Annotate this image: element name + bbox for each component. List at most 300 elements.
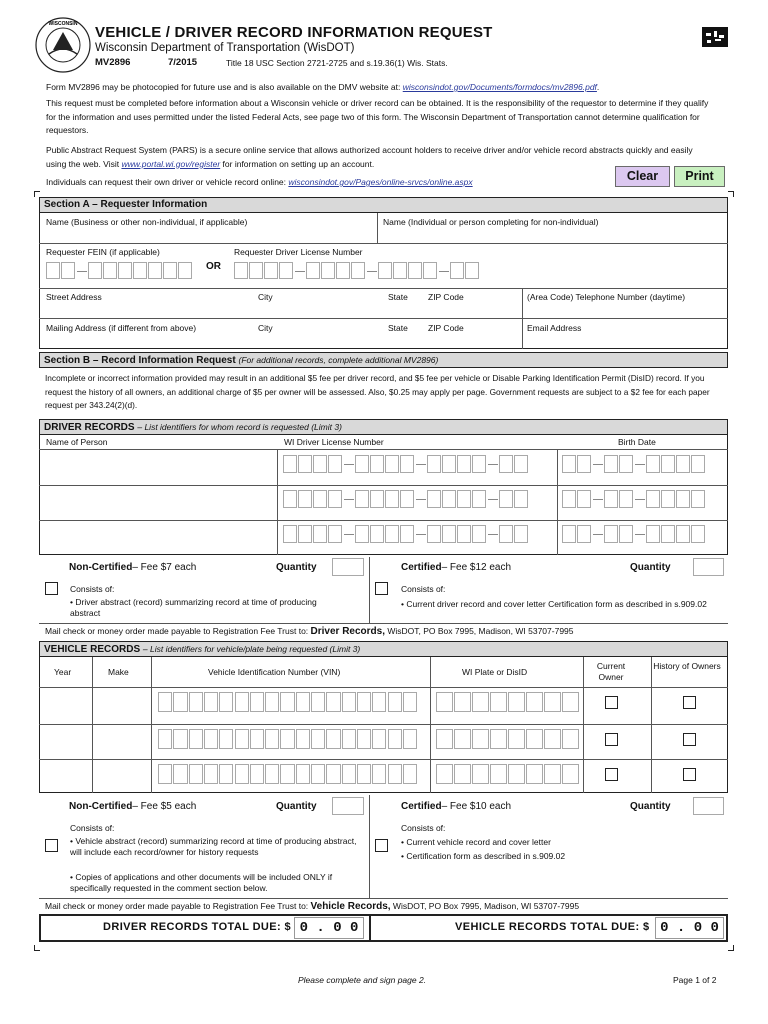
intro-line-1-suffix: . (596, 82, 600, 92)
separator-dash (416, 464, 426, 465)
birth-date-digit-cell[interactable] (646, 525, 660, 543)
fein-digit-cell[interactable] (178, 262, 192, 279)
driver-license-digit-cell[interactable] (408, 262, 422, 279)
birth-date-digit-cell[interactable] (676, 525, 690, 543)
vin-digit-cell[interactable] (388, 692, 402, 712)
divider (369, 557, 370, 623)
vin-digit-cell[interactable] (388, 729, 402, 749)
vin-digit-cell[interactable] (388, 764, 402, 784)
online-services-link[interactable]: wisconsindot.gov/Pages/online-srvcs/online.aspx (288, 177, 473, 187)
separator-dash (77, 271, 87, 272)
driver-license-digit-cell[interactable] (499, 525, 513, 543)
driver-cert-checkbox[interactable] (375, 582, 388, 595)
city-label: City (258, 292, 273, 302)
corner-mark (728, 191, 734, 197)
divider (39, 449, 728, 450)
vehicle-records-header (39, 641, 728, 657)
section-b-note: (For additional records, complete additional MV2896) (238, 355, 439, 365)
driver-license-digit-cell[interactable] (328, 525, 342, 543)
vehicle-total-value: 0 . 0 0 (655, 917, 724, 939)
fein-digit-cell[interactable] (88, 262, 102, 279)
driver-license-digit-cell[interactable] (321, 262, 335, 279)
vin-digit-cell[interactable] (403, 692, 417, 712)
vin-digit-cell[interactable] (250, 764, 264, 784)
vin-digit-cell[interactable] (280, 729, 294, 749)
separator-dash (488, 499, 498, 500)
phone-label: (Area Code) Telephone Number (daytime) (527, 292, 686, 302)
separator-dash (367, 271, 377, 272)
col-current-owner: Current Owner (596, 661, 626, 682)
divider (369, 795, 370, 898)
form-title: VEHICLE / DRIVER RECORD INFORMATION REQUEST (95, 24, 493, 41)
driver-cert-quantity-input[interactable] (693, 558, 724, 576)
driver-license-digit-cell[interactable] (355, 525, 369, 543)
birth-date-digit-cell[interactable] (676, 455, 690, 473)
birth-date-digit-cell[interactable] (619, 525, 633, 543)
divider (651, 657, 652, 793)
fein-digit-cell[interactable] (148, 262, 162, 279)
quantity-label: Quantity (276, 562, 317, 573)
driver-license-digit-cell[interactable] (351, 262, 365, 279)
birth-date-digit-cell[interactable] (691, 525, 705, 543)
col-birth-date: Birth Date (618, 437, 656, 447)
section-b-title: Section B – Record Information Request (44, 355, 236, 366)
vin-digit-cell[interactable] (311, 764, 325, 784)
driver-license-digit-cell[interactable] (442, 490, 456, 508)
noncert-item-text: Driver abstract (record) summarizing record at time of producing abstract (70, 597, 317, 618)
quantity-label: Quantity (276, 801, 317, 812)
separator-dash (295, 271, 305, 272)
intro-paragraph-2: This request must be completed before information about a Wisconsin vehicle or driver record can be obtained. It is the responsibility of the requestor to determine if they qualify for the information and uses permitted under the listed Federal Acts, see page two of this form. The Wisconsin Department of Transportation cannot determine qualification for requestors. (46, 98, 709, 135)
divider (377, 213, 378, 243)
wisdot-seal-logo (34, 16, 92, 74)
divider (430, 657, 431, 793)
corner-mark (34, 945, 40, 951)
cert-title: Certified (401, 801, 442, 812)
driver-license-digit-cell[interactable] (298, 525, 312, 543)
vin-digit-cell[interactable] (204, 729, 218, 749)
driver-license-digit-cell[interactable] (385, 490, 399, 508)
driver-license-digit-cell[interactable] (514, 490, 528, 508)
plate-digit-cell[interactable] (472, 764, 489, 784)
fein-digit-cell[interactable] (118, 262, 132, 279)
birth-date-digit-cell[interactable] (562, 490, 576, 508)
driver-license-digit-cell[interactable] (457, 525, 471, 543)
vin-digit-cell[interactable] (326, 729, 340, 749)
name-individual-label: Name (Individual or person completing for non-individual) (383, 217, 599, 227)
vin-digit-cell[interactable] (189, 692, 203, 712)
vehicle-mail-instructions (45, 901, 579, 912)
fein-digit-cell[interactable] (133, 262, 147, 279)
vin-digit-cell[interactable] (250, 729, 264, 749)
driver-license-digit-cell[interactable] (385, 525, 399, 543)
driver-license-digit-cell[interactable] (499, 490, 513, 508)
plate-digit-cell[interactable] (562, 729, 579, 749)
driver-noncert-quantity-input[interactable] (332, 558, 364, 576)
driver-license-digit-cell[interactable] (457, 455, 471, 473)
pars-text: Public Abstract Request System (PARS) is a secure online service that allows authorized account holders to receive driver and/or vehicle record abstracts quickly and easily using the web. Visit (46, 145, 693, 169)
driver-records-header (39, 419, 728, 435)
plate-digit-cell[interactable] (472, 729, 489, 749)
fein-digit-cell[interactable] (61, 262, 75, 279)
page-number: Page 1 of 2 (673, 975, 717, 985)
vin-digit-cell[interactable] (280, 764, 294, 784)
vin-digit-cell[interactable] (326, 692, 340, 712)
vehicle-cert-item-2: • Certification form as described in s.909.02 (401, 851, 566, 861)
state-label-2: State (388, 323, 408, 333)
birth-date-digit-cell[interactable] (604, 455, 618, 473)
vehicle-records-title: VEHICLE RECORDS (44, 644, 141, 655)
separator-dash (488, 534, 498, 535)
driver-license-digit-cell[interactable] (264, 262, 278, 279)
vin-digit-cell[interactable] (173, 692, 187, 712)
current-owner-checkbox[interactable] (605, 733, 618, 746)
birth-date-digit-cell[interactable] (604, 490, 618, 508)
mail-prefix: Mail check or money order made payable to Registration Fee Trust to: (45, 626, 311, 636)
driver-license-digit-cell[interactable] (283, 455, 297, 473)
divider (92, 657, 93, 793)
driver-license-digit-cell[interactable] (514, 455, 528, 473)
vin-digit-cell[interactable] (219, 764, 233, 784)
noncert-fee: – Fee $5 each (132, 801, 197, 812)
plate-digit-cell[interactable] (544, 729, 561, 749)
driver-license-digit-cell[interactable] (298, 455, 312, 473)
plate-digit-cell[interactable] (526, 692, 543, 712)
current-owner-checkbox[interactable] (605, 696, 618, 709)
noncert-title: Non-Certified (69, 562, 133, 573)
cert-title: Certified (401, 562, 442, 573)
vin-digit-cell[interactable] (311, 692, 325, 712)
vin-digit-cell[interactable] (296, 729, 310, 749)
plate-digit-cell[interactable] (472, 692, 489, 712)
consists-label: Consists of: (70, 823, 115, 833)
driver-license-digit-cell[interactable] (472, 490, 486, 508)
mail-address: WisDOT, PO Box 7995, Madison, WI 53707-7995 (385, 626, 574, 636)
driver-license-digit-cell[interactable] (298, 490, 312, 508)
driver-license-digit-cell[interactable] (393, 262, 407, 279)
separator-dash (593, 499, 603, 500)
city-label-2: City (258, 323, 273, 333)
driver-noncert-item: • Driver abstract (record) summarizing record at time of producing abstract (70, 597, 317, 618)
driver-cert-heading (401, 562, 511, 573)
vehicle-cert-checkbox[interactable] (375, 839, 388, 852)
vin-digit-cell[interactable] (403, 729, 417, 749)
vehicle-cert-heading (401, 801, 511, 812)
vehicle-noncert-checkbox[interactable] (45, 839, 58, 852)
driver-license-digit-cell[interactable] (313, 525, 327, 543)
vin-digit-cell[interactable] (204, 692, 218, 712)
birth-date-digit-cell[interactable] (661, 490, 675, 508)
birth-date-digit-cell[interactable] (691, 490, 705, 508)
print-button[interactable]: Print (674, 166, 725, 187)
driver-license-digit-cell[interactable] (336, 262, 350, 279)
driver-license-digit-cell[interactable] (427, 490, 441, 508)
driver-mail-instructions (45, 626, 574, 637)
mailing-address-label: Mailing Address (if different from above) (46, 323, 197, 333)
noncert-title: Non-Certified (69, 801, 133, 812)
corner-mark (728, 945, 734, 951)
driver-license-digit-cell[interactable] (514, 525, 528, 543)
vin-digit-cell[interactable] (189, 729, 203, 749)
vin-digit-cell[interactable] (219, 692, 233, 712)
driver-license-digit-cell[interactable] (355, 455, 369, 473)
driver-license-digit-cell[interactable] (423, 262, 437, 279)
plate-digit-cell[interactable] (490, 692, 507, 712)
mail-address: WisDOT, PO Box 7995, Madison, WI 53707-7995 (390, 901, 580, 911)
divider (39, 485, 728, 486)
vin-digit-cell[interactable] (158, 692, 172, 712)
birth-date-digit-cell[interactable] (646, 490, 660, 508)
vin-digit-cell[interactable] (189, 764, 203, 784)
department-name: Wisconsin Department of Transportation (WisDOT) (95, 42, 355, 54)
divider (39, 759, 728, 760)
col-year: Year (54, 667, 72, 677)
plate-digit-cell[interactable] (490, 729, 507, 749)
divider (39, 318, 728, 319)
section-b-header (39, 352, 728, 368)
vehicle-noncert-quantity-input[interactable] (332, 797, 364, 815)
online-request-text: Individuals can request their own driver or vehicle record online: (46, 177, 289, 187)
separator-dash (344, 499, 354, 500)
driver-license-digit-cell[interactable] (313, 455, 327, 473)
vin-digit-cell[interactable] (357, 764, 371, 784)
vin-digit-cell[interactable] (342, 729, 356, 749)
plate-digit-cell[interactable] (544, 692, 561, 712)
driver-license-digit-cell[interactable] (427, 525, 441, 543)
form-code: MV2896 (95, 57, 131, 68)
plate-digit-cell[interactable] (526, 764, 543, 784)
consists-label: Consists of: (70, 584, 115, 594)
noncert-item-1-text: Vehicle abstract (record) summarizing record at time of producing abstract, will include each record/owner for history requests (70, 836, 357, 857)
pars-text-suffix: for information on setting up an account. (220, 158, 375, 169)
vin-digit-cell[interactable] (372, 764, 386, 784)
col-vin: Vehicle Identification Number (VIN) (208, 667, 341, 677)
fein-digit-cell[interactable] (103, 262, 117, 279)
vin-digit-cell[interactable] (296, 764, 310, 784)
driver-license-digit-cell[interactable] (472, 455, 486, 473)
vin-digit-cell[interactable] (219, 729, 233, 749)
plate-digit-cell[interactable] (508, 692, 525, 712)
vin-digit-cell[interactable] (235, 764, 249, 784)
driver-license-digit-cell[interactable] (249, 262, 263, 279)
vin-digit-cell[interactable] (235, 692, 249, 712)
birth-date-digit-cell[interactable] (577, 525, 591, 543)
driver-license-digit-cell[interactable] (370, 455, 384, 473)
separator-dash (593, 534, 603, 535)
divider (39, 288, 728, 289)
divider (39, 898, 728, 899)
birth-date-digit-cell[interactable] (691, 455, 705, 473)
vehicle-noncert-heading (69, 801, 196, 812)
fein-digit-cell[interactable] (46, 262, 60, 279)
vin-digit-cell[interactable] (265, 764, 279, 784)
driver-license-digit-cell[interactable] (355, 490, 369, 508)
quantity-label: Quantity (630, 562, 671, 573)
driver-license-digit-cell[interactable] (313, 490, 327, 508)
mail-prefix: Mail check or money order made payable to Registration Fee Trust to: (45, 901, 311, 911)
section-b-paragraph: Incomplete or incorrect information provided may result in an additional $5 fee per driver record, and $5 fee per vehicle or Disable Parking Identification Permit (DisID) record. If you request the history of all owners, an additional charge of $5 per owner will be assessed. Also, $0.25 may apply per page. Government requests are subject to a $2 fee for each paper request per 343.24(2)(d). (45, 373, 710, 410)
driver-license-digit-cell[interactable] (457, 490, 471, 508)
driver-license-digit-cell[interactable] (385, 455, 399, 473)
birth-date-digit-cell[interactable] (661, 455, 675, 473)
divider (39, 623, 728, 624)
intro-paragraph-3 (46, 144, 706, 171)
vin-digit-cell[interactable] (235, 729, 249, 749)
history-of-owners-checkbox[interactable] (683, 733, 696, 746)
driver-license-digit-cell[interactable] (370, 525, 384, 543)
divider (277, 449, 278, 555)
birth-date-digit-cell[interactable] (619, 490, 633, 508)
birth-date-digit-cell[interactable] (562, 525, 576, 543)
driver-license-digit-cell[interactable] (400, 455, 414, 473)
driver-total-value: 0 . 0 0 (294, 917, 364, 939)
driver-license-digit-cell[interactable] (328, 490, 342, 508)
driver-license-digit-cell[interactable] (378, 262, 392, 279)
vin-digit-cell[interactable] (403, 764, 417, 784)
cert-item-1-text: Current vehicle record and cover letter (406, 837, 551, 847)
clear-button[interactable]: Clear (615, 166, 670, 187)
history-of-owners-checkbox[interactable] (683, 696, 696, 709)
divider (583, 657, 584, 793)
vehicle-cert-item-1: • Current vehicle record and cover letter (401, 837, 551, 847)
separator-dash (488, 464, 498, 465)
plate-digit-cell[interactable] (454, 729, 471, 749)
mv2896-link[interactable]: wisconsindot.gov/Documents/formdocs/mv2896.pdf (402, 82, 597, 92)
vin-digit-cell[interactable] (342, 764, 356, 784)
vin-digit-cell[interactable] (265, 729, 279, 749)
vehicle-noncert-item-2: • Copies of applications and other documents will be included ONLY if specifically requested in the comment section below. (70, 872, 333, 893)
col-history-owners: History of Owners (653, 661, 721, 671)
vin-digit-cell[interactable] (357, 729, 371, 749)
driver-license-digit-cell[interactable] (283, 490, 297, 508)
intro-line-1-text: Form MV2896 may be photocopied for future use and is also available on the DMV website at: (46, 82, 403, 92)
vehicle-total-label: VEHICLE RECORDS TOTAL DUE: $ (455, 921, 650, 933)
plate-digit-cell[interactable] (508, 764, 525, 784)
driver-license-digit-cell[interactable] (279, 262, 293, 279)
birth-date-digit-cell[interactable] (577, 490, 591, 508)
plate-digit-cell[interactable] (436, 692, 453, 712)
plate-digit-cell[interactable] (508, 729, 525, 749)
vin-digit-cell[interactable] (250, 692, 264, 712)
driver-license-digit-cell[interactable] (306, 262, 320, 279)
separator-dash (416, 534, 426, 535)
vin-digit-cell[interactable] (326, 764, 340, 784)
vin-digit-cell[interactable] (173, 764, 187, 784)
statute-reference: Title 18 USC Section 2721-2725 and s.19.36(1) Wis. Stats. (226, 58, 448, 68)
driver-license-label: Requester Driver License Number (234, 247, 363, 257)
separator-dash (344, 534, 354, 535)
birth-date-digit-cell[interactable] (661, 525, 675, 543)
driver-license-digit-cell[interactable] (427, 455, 441, 473)
noncert-fee: – Fee $7 each (132, 562, 197, 573)
separator-dash (416, 499, 426, 500)
col-plate: WI Plate or DisID (462, 667, 528, 677)
plate-digit-cell[interactable] (490, 764, 507, 784)
driver-license-digit-cell[interactable] (472, 525, 486, 543)
separator-dash (635, 534, 645, 535)
driver-license-digit-cell[interactable] (328, 455, 342, 473)
cert-item-text: Current driver record and cover letter Certification form as described in s.909.02 (406, 599, 707, 609)
intro-line-1 (46, 81, 718, 95)
plate-digit-cell[interactable] (454, 764, 471, 784)
birth-date-digit-cell[interactable] (619, 455, 633, 473)
birth-date-digit-cell[interactable] (562, 455, 576, 473)
separator-dash (635, 464, 645, 465)
consists-label: Consists of: (401, 584, 446, 594)
vin-digit-cell[interactable] (372, 729, 386, 749)
driver-license-digit-cell[interactable] (442, 525, 456, 543)
vin-digit-cell[interactable] (158, 764, 172, 784)
mail-recipient: Vehicle Records, (310, 901, 391, 912)
noncert-item-2-text: Copies of applications and other documents will be included ONLY if specifically requested in the comment section below. (70, 872, 333, 893)
street-address-label: Street Address (46, 292, 102, 302)
vin-digit-cell[interactable] (158, 729, 172, 749)
history-of-owners-checkbox[interactable] (683, 768, 696, 781)
separator-dash (344, 464, 354, 465)
vehicle-cert-quantity-input[interactable] (693, 797, 724, 815)
plate-digit-cell[interactable] (454, 692, 471, 712)
vin-digit-cell[interactable] (280, 692, 294, 712)
driver-cert-item: • Current driver record and cover letter Certification form as described in s.909.02 (401, 599, 707, 609)
cert-fee: – Fee $12 each (441, 562, 512, 573)
plate-digit-cell[interactable] (544, 764, 561, 784)
birth-date-digit-cell[interactable] (604, 525, 618, 543)
vin-digit-cell[interactable] (173, 729, 187, 749)
current-owner-checkbox[interactable] (605, 768, 618, 781)
plate-digit-cell[interactable] (436, 729, 453, 749)
vin-digit-cell[interactable] (204, 764, 218, 784)
zip-label-2: ZIP Code (428, 323, 464, 333)
plate-digit-cell[interactable] (436, 764, 453, 784)
section-a-header: Section A – Requester Information (39, 197, 728, 213)
driver-license-digit-cell[interactable] (400, 490, 414, 508)
driver-license-digit-cell[interactable] (465, 262, 479, 279)
driver-noncert-checkbox[interactable] (45, 582, 58, 595)
portal-register-link[interactable]: www.portal.wi.gov/register (121, 158, 221, 169)
driver-license-digit-cell[interactable] (442, 455, 456, 473)
driver-license-digit-cell[interactable] (283, 525, 297, 543)
driver-license-digit-cell[interactable] (400, 525, 414, 543)
divider (369, 914, 371, 942)
vehicle-noncert-item-1: • Vehicle abstract (record) summarizing record at time of producing abstract, will include each record/owner for history requests (70, 836, 357, 857)
vin-digit-cell[interactable] (357, 692, 371, 712)
barcode-icon (702, 27, 728, 47)
driver-license-digit-cell[interactable] (234, 262, 248, 279)
birth-date-digit-cell[interactable] (676, 490, 690, 508)
plate-digit-cell[interactable] (562, 764, 579, 784)
birth-date-digit-cell[interactable] (577, 455, 591, 473)
vin-digit-cell[interactable] (296, 692, 310, 712)
fein-digit-cell[interactable] (163, 262, 177, 279)
plate-digit-cell[interactable] (562, 692, 579, 712)
vin-digit-cell[interactable] (265, 692, 279, 712)
driver-noncert-heading (69, 562, 196, 573)
birth-date-digit-cell[interactable] (646, 455, 660, 473)
driver-license-digit-cell[interactable] (499, 455, 513, 473)
driver-license-digit-cell[interactable] (450, 262, 464, 279)
plate-digit-cell[interactable] (526, 729, 543, 749)
cert-item-2-text: Certification form as described in s.909.02 (406, 851, 566, 861)
driver-license-digit-cell[interactable] (370, 490, 384, 508)
vin-digit-cell[interactable] (372, 692, 386, 712)
vin-digit-cell[interactable] (342, 692, 356, 712)
vin-digit-cell[interactable] (311, 729, 325, 749)
divider (151, 657, 152, 793)
zip-label: ZIP Code (428, 292, 464, 302)
col-make: Make (108, 667, 129, 677)
col-name-of-person: Name of Person (46, 437, 108, 447)
divider (39, 520, 728, 521)
